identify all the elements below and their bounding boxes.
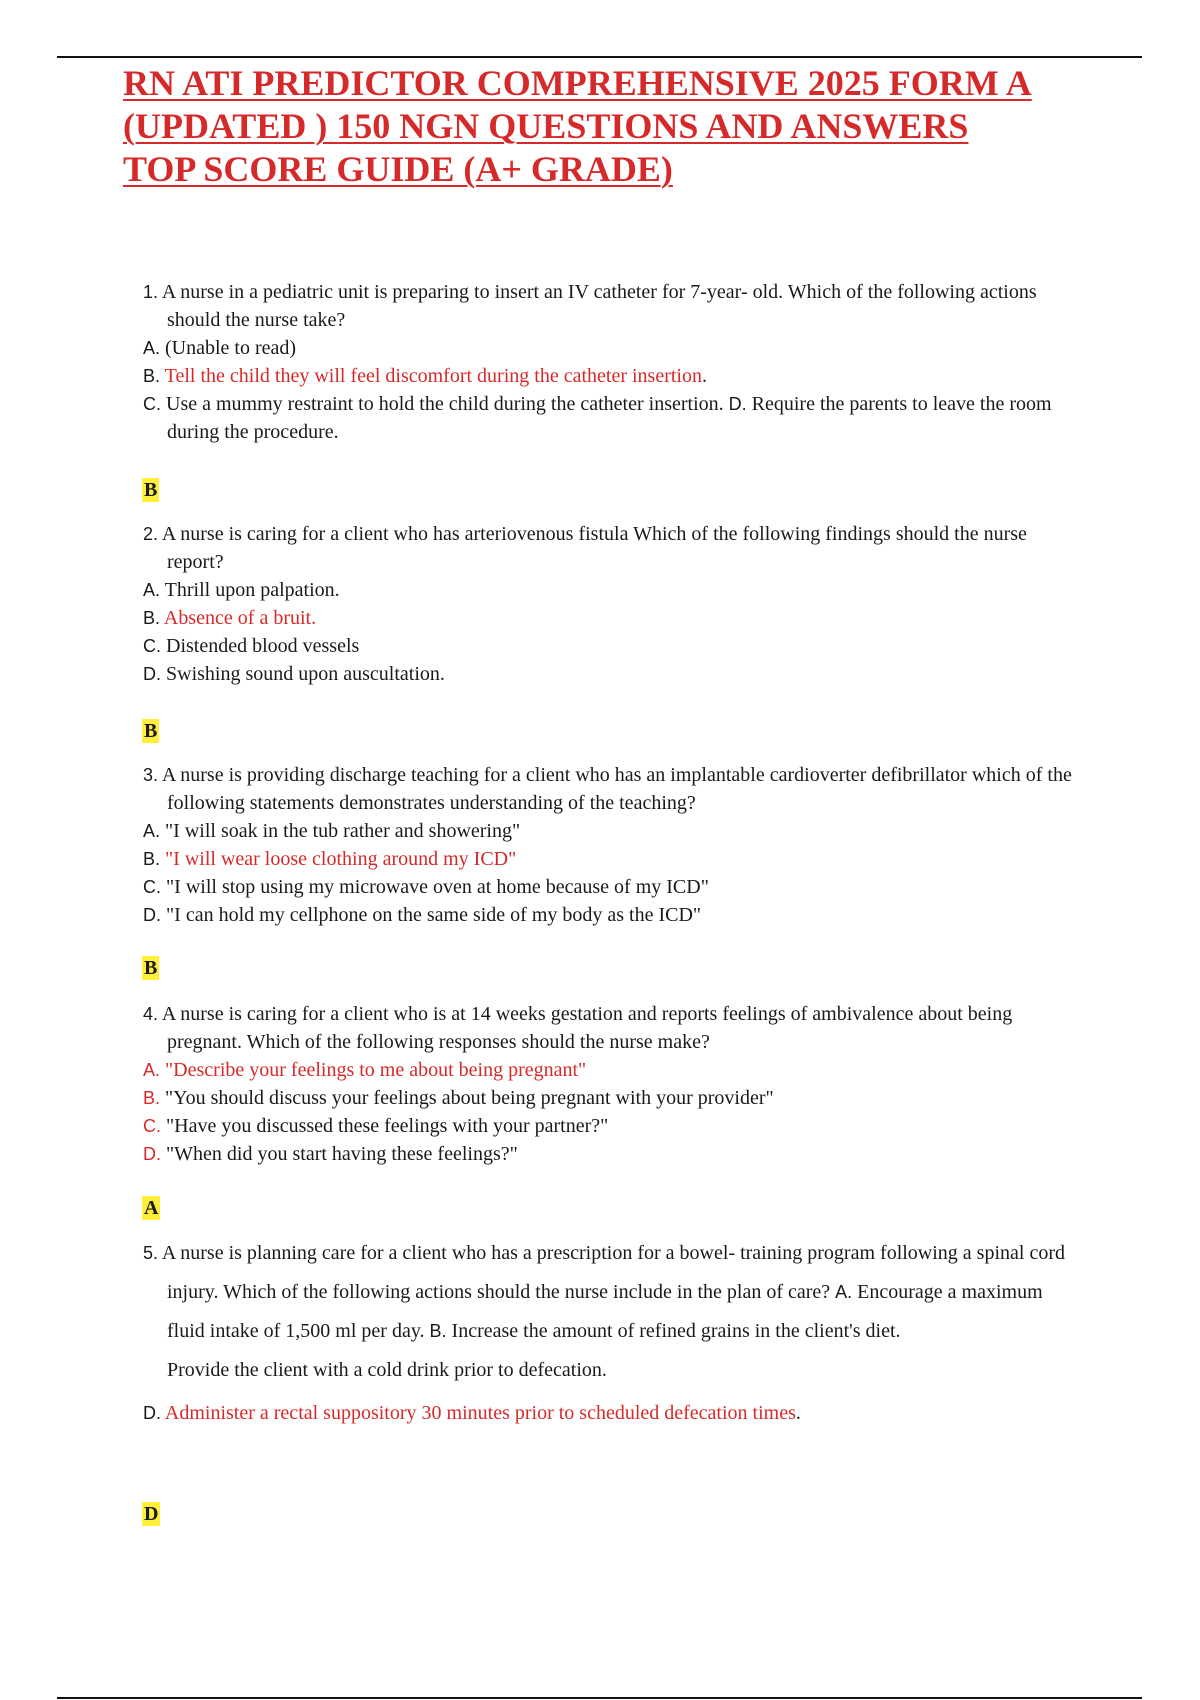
q5-option-a: Encourage a maximum fluid intake of 1,500 ml per day.: [167, 1281, 1043, 1342]
title-line-1: RN ATI PREDICTOR COMPREHENSIVE 2025 FORM A: [123, 63, 1032, 103]
q2-option-c: Distended blood vessels: [166, 635, 360, 657]
q3-option-a: "I will soak in the tub rather and showering": [165, 820, 521, 842]
bottom-rule: [57, 1697, 1142, 1699]
q1-option-d: Require the parents to leave the room during the procedure.: [167, 393, 1052, 443]
q3-answer-badge: B: [144, 957, 158, 979]
question-2: 2. A nurse is caring for a client who has arteriovenous fistula Which of the following findings should the nurse report? A. Thrill upon palpation. B. Absence of a bruit. C. Distended blood vessels D. Swishing sound upon auscultation.: [143, 523, 1027, 685]
q1-option-b: Tell the child they will feel discomfort during the catheter insertion: [164, 365, 702, 387]
q1-option-a: (Unable to read): [165, 337, 297, 359]
q3-option-c: "I will stop using my microwave oven at home because of my ICD": [166, 876, 709, 898]
q5-option-d: Administer a rectal suppository 30 minutes prior to scheduled defecation times: [164, 1402, 796, 1424]
title-line-2: (UPDATED ) 150 NGN QUESTIONS AND ANSWERS: [123, 106, 969, 146]
q2-option-d: Swishing sound upon auscultation.: [166, 663, 445, 685]
q4-option-b: "You should discuss your feelings about being pregnant with your provider": [165, 1087, 774, 1109]
question-5: 5. A nurse is planning care for a client who has a prescription for a bowel- training program following a spinal cord injury. Which of the following actions should the nurse include in the plan of care? A. Encourage a maximum fluid intake of 1,500 ml per day. B. Increase the amount of refined grains in the client's diet. Provide the client with a cold drink prior to defecation. D. Administer a rectal suppository 30 minutes prior to scheduled defecation times.: [143, 1234, 1083, 1433]
question-1: 1. A nurse in a pediatric unit is preparing to insert an IV catheter for 7-year- old. Which of the following actions should the nurse take? A. (Unable to read) B. Tell the child they will feel discomfort during the catheter insertion. C. Use a mummy restraint to hold the child during the catheter insertion. D. Require the parents to leave the room during the procedure.: [143, 281, 1052, 443]
q3-option-b: "I will wear loose clothing around my ICD": [165, 848, 517, 870]
q5-answer-badge: D: [144, 1503, 159, 1525]
question-2-stem: A nurse is caring for a client who has arteriovenous fistula Which of the following findings should the nurse report?: [161, 523, 1027, 573]
q1-answer-badge: B: [144, 479, 158, 501]
q2-option-a: Thrill upon palpation.: [164, 579, 340, 601]
q2-answer-badge: B: [144, 720, 158, 742]
question-3: 3. A nurse is providing discharge teaching for a client who has an implantable cardioverter defibrillator which of the following statements demonstrates understanding of the teaching? A. "I will soak in the tub rather and showering" B. "I will wear loose clothing around my ICD" C. "I will stop using my microwave oven at home because of my ICD" D. "I can hold my cellphone on the same side of my body as the ICD": [143, 764, 1072, 926]
top-rule: [57, 56, 1142, 58]
q4-option-d: "When did you start having these feelings?": [166, 1143, 518, 1165]
q5-option-c: Provide the client with a cold drink prior to defecation.: [167, 1359, 607, 1381]
document-title: [123, 62, 1123, 191]
q3-option-d: "I can hold my cellphone on the same side of my body as the ICD": [166, 904, 702, 926]
q1-option-c: Use a mummy restraint to hold the child during the catheter insertion.: [166, 393, 724, 415]
q4-option-a: "Describe your feelings to me about being pregnant": [165, 1059, 587, 1081]
title-line-3: TOP SCORE GUIDE (A+ GRADE): [123, 149, 673, 189]
question-3-stem: A nurse is providing discharge teaching for a client who has an implantable cardioverter defibrillator which of the following statements demonstrates understanding of the teaching?: [161, 764, 1072, 814]
q4-option-c: "Have you discussed these feelings with your partner?": [166, 1115, 609, 1137]
question-1-stem: A nurse in a pediatric unit is preparing to insert an IV catheter for 7-year- old. Which of the following actions should the nurse take?: [161, 281, 1037, 331]
q2-option-b: Absence of a bruit.: [163, 607, 317, 629]
question-4: 4. A nurse is caring for a client who is at 14 weeks gestation and reports feelings of ambivalence about being pregnant. Which of the following responses should the nurse make? A. "Describe your feelings to me about being pregnant" B. "You should discuss your feelings about being pregnant with your provider" C. "Have you discussed these feelings with your partner?" D. "When did you start having these feelings?": [143, 1003, 1013, 1165]
q4-answer-badge: A: [144, 1197, 159, 1219]
question-4-stem: A nurse is caring for a client who is at 14 weeks gestation and reports feelings of ambivalence about being pregnant. Which of the following responses should the nurse make?: [161, 1003, 1013, 1053]
question-5-stem: A nurse is planning care for a client who has a prescription for a bowel- training program following a spinal cord injury. Which of the following actions should the nurse include in the plan of care?: [161, 1242, 1065, 1303]
q5-option-b: Increase the amount of refined grains in the client's diet.: [451, 1320, 901, 1342]
